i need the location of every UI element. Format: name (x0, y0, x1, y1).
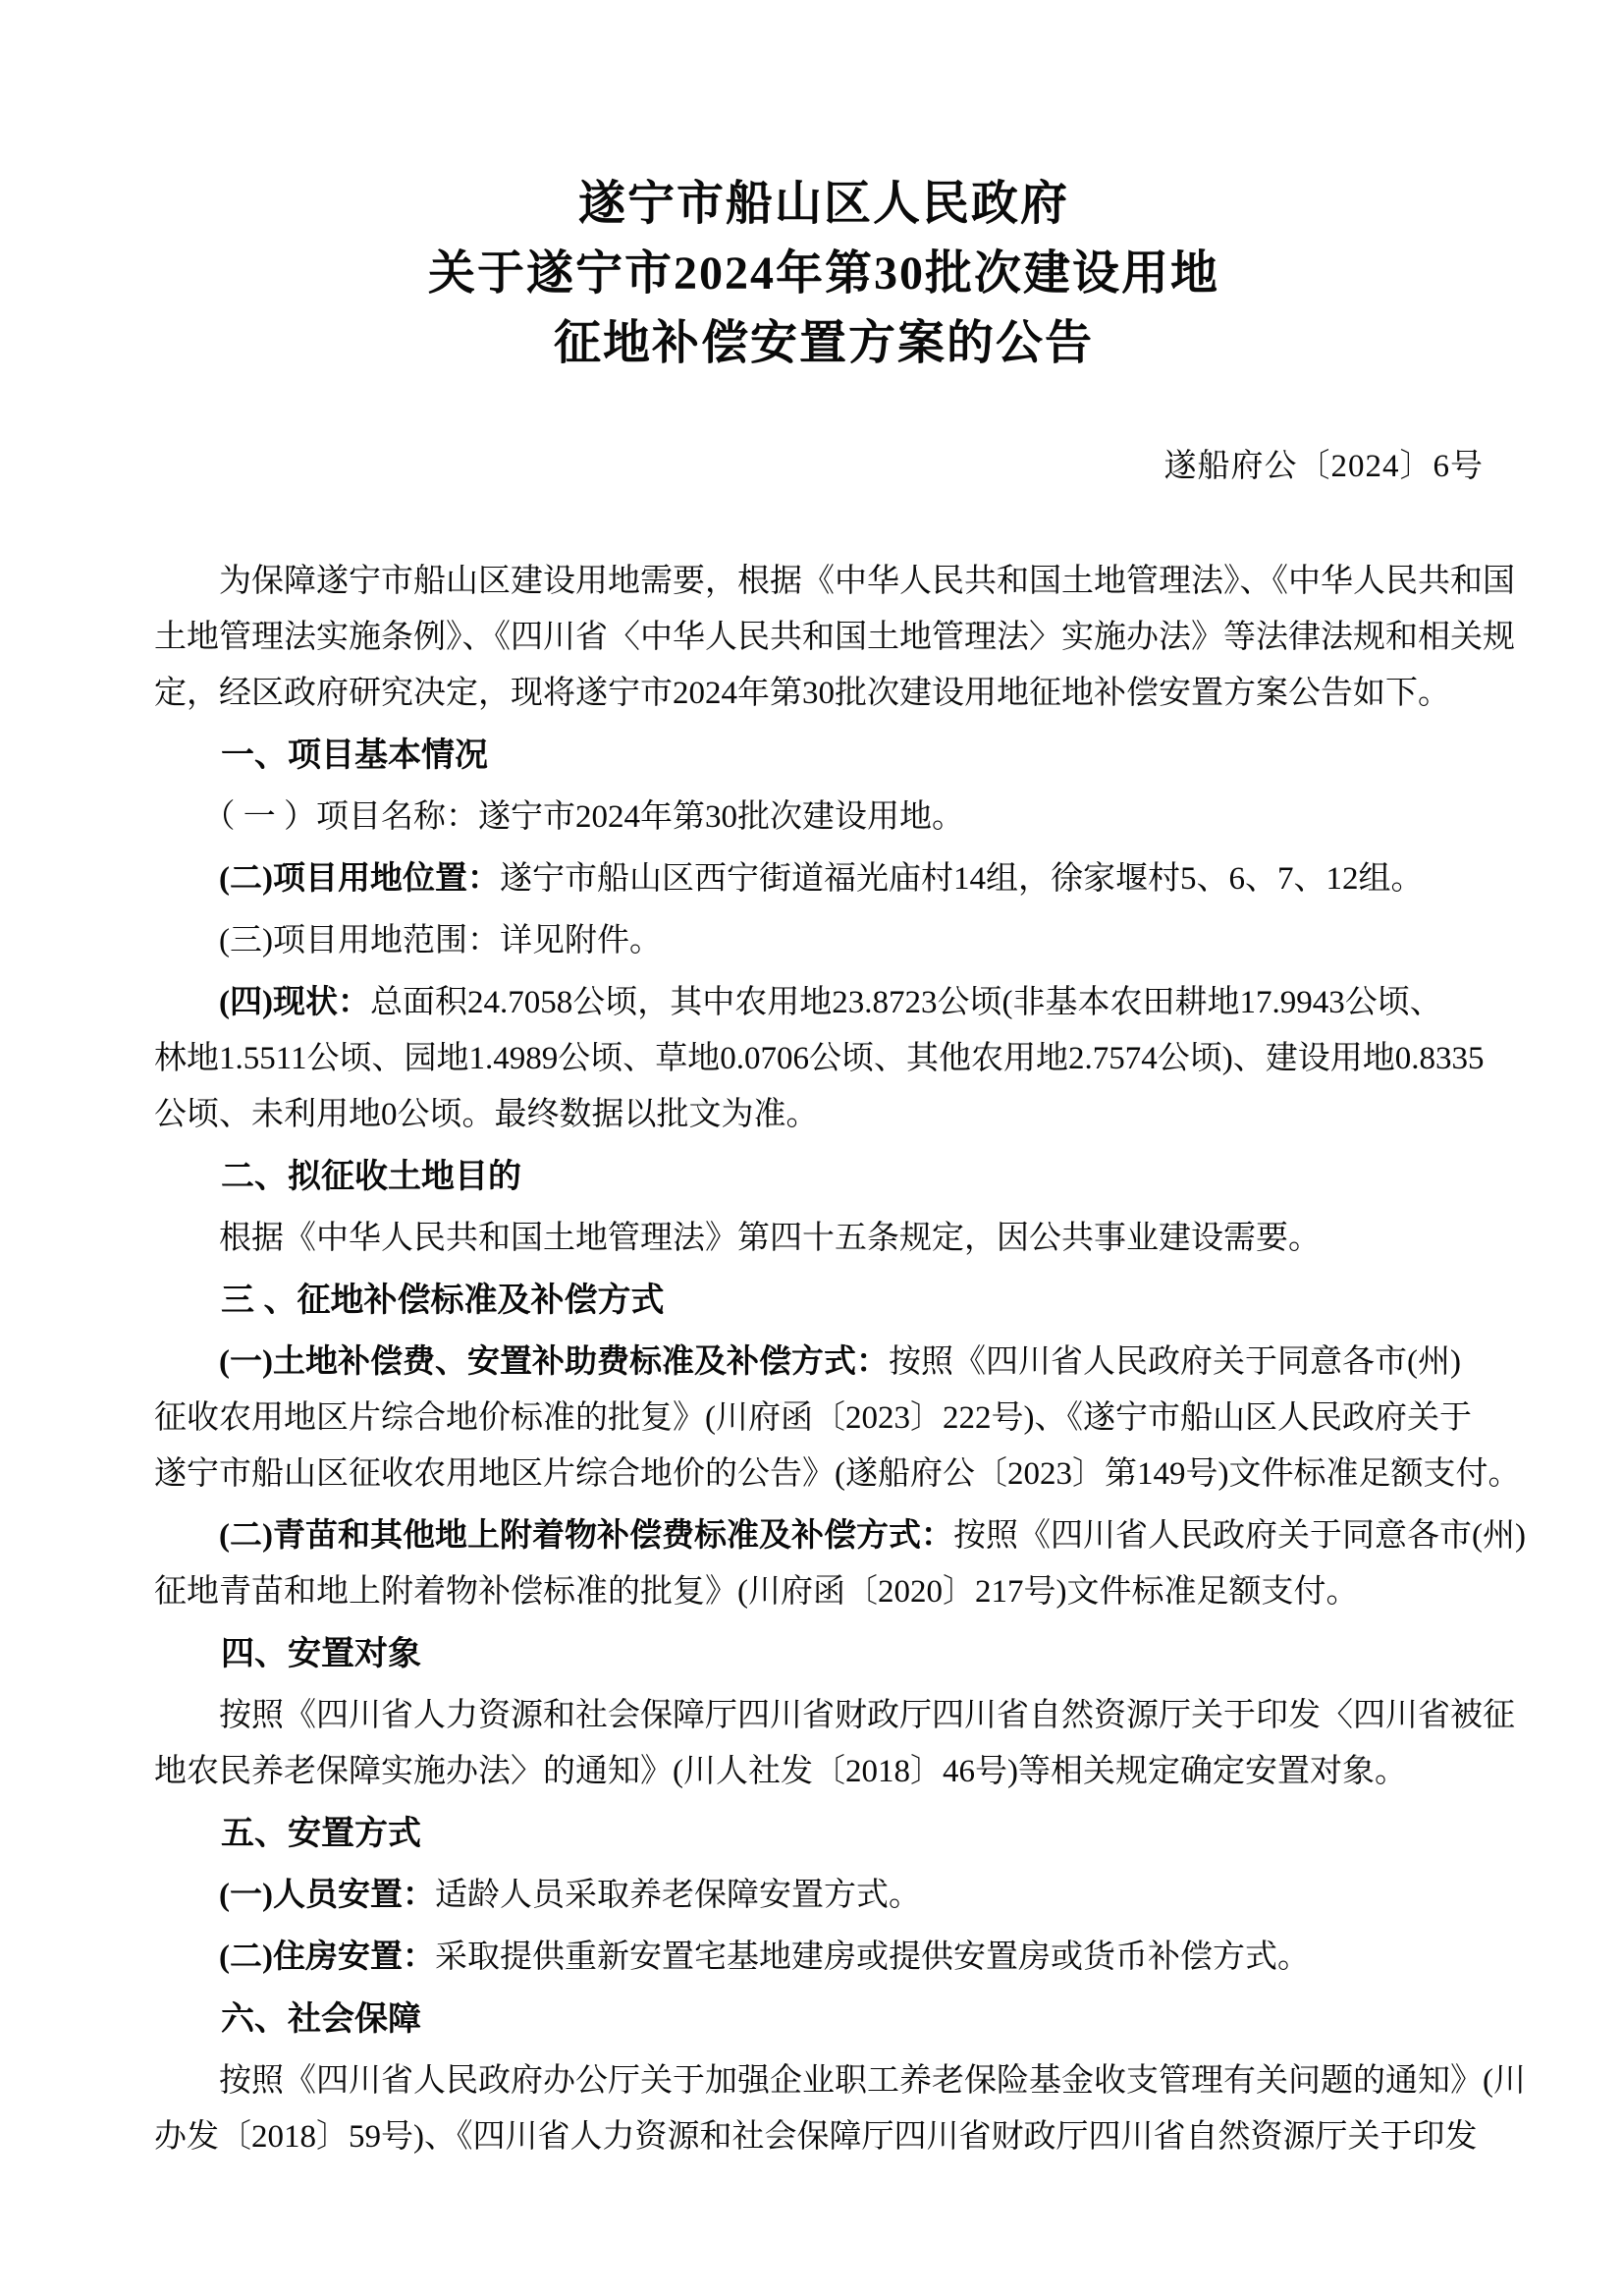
text-segment: 根据《中华人民共和国土地管理法》第四十五条规定，因公共事业建设需要。 (154, 1221, 1321, 1256)
text-segment: 征收农用地区片综合地价标准的批复》(川府函〔2023〕222号)、《遂宁市船山区人民政府关于 (154, 1400, 1472, 1436)
text-segment: 土地管理法实施条例》、《四川省〈中华人民共和国土地管理法〉实施办法》等法律法规和相关规 (154, 620, 1515, 655)
text-line (154, 610, 1515, 666)
text-line (154, 2109, 1493, 2165)
text-line (154, 1149, 1493, 1205)
text-segment: 按照《四川省人民政府关于同意各市(州) (888, 1344, 1461, 1380)
text-segment: (二)青苗和其他地上附着物补偿费标准及补偿方式： (219, 1518, 953, 1554)
section-heading (154, 728, 1493, 784)
text-segment (154, 1940, 219, 1975)
document-title-line: 关于遂宁市2024年第30批次建设用地 (427, 247, 1219, 300)
text-segment (154, 985, 219, 1020)
text-segment (154, 861, 219, 897)
text-line (154, 1447, 1521, 1503)
section-heading (154, 1806, 1493, 1862)
text-segment: 按照《四川省人力资源和社会保障厅四川省财政厅四川省自然资源厅关于印发〈四川省被征 (154, 1698, 1515, 1733)
text-line (154, 1930, 1493, 1986)
section-heading (154, 1149, 1493, 1205)
document-body (154, 554, 1526, 2165)
paragraph (154, 2053, 1526, 2165)
text-segment: 遂宁市船山区西宁街道福光庙村14组，徐家堰村5、6、7、12组。 (499, 861, 1424, 897)
text-line (154, 913, 1493, 969)
text-segment: 定，经区政府研究决定，现将遂宁市2024年第30批次建设用地征地补偿安置方案公告如下。 (154, 676, 1450, 711)
text-line (154, 1087, 1493, 1143)
section-heading (154, 1273, 1493, 1329)
paragraph (154, 1930, 1493, 1986)
text-segment: (一)人员安置： (219, 1878, 435, 1913)
paragraph (154, 913, 1493, 969)
paragraph (154, 1211, 1493, 1267)
text-segment: (一)土地补偿费、安置补助费标准及补偿方式： (219, 1344, 889, 1380)
text-line (154, 1564, 1493, 1620)
text-line (154, 1211, 1493, 1267)
text-segment: 按照《四川省人民政府关于同意各市(州) (952, 1518, 1526, 1554)
text-segment: 六、社会保障 (154, 2000, 421, 2038)
text-line (154, 728, 1493, 784)
paragraph (154, 1868, 1493, 1924)
text-line (154, 1031, 1493, 1087)
text-segment: 五、安置方式 (154, 1815, 421, 1852)
text-segment: 二、拟征收土地目的 (154, 1158, 521, 1195)
document-title (154, 169, 1493, 378)
section-heading (154, 1626, 1493, 1682)
paragraph (154, 554, 1515, 722)
paragraph (154, 1688, 1515, 1800)
text-segment (154, 1518, 219, 1554)
text-segment: 采取提供重新安置宅基地建房或提供安置房或货币补偿方式。 (434, 1940, 1310, 1975)
text-segment: 四、安置对象 (154, 1635, 421, 1672)
text-segment: 适龄人员采取养老保障安置方式。 (434, 1878, 921, 1913)
text-line (154, 1868, 1493, 1924)
text-line (154, 1992, 1493, 2048)
text-segment: (三)项目用地范围：详见附件。 (154, 923, 662, 958)
text-line (154, 1273, 1493, 1329)
text-line (154, 1744, 1493, 1800)
text-segment: 遂宁市船山区征收农用地区片综合地价的公告》(遂船府公〔2023〕第149号)文件标准足额支付。 (154, 1456, 1521, 1492)
doc-number: 遂船府公〔2024〕6号 (1163, 449, 1484, 484)
text-line (154, 1688, 1515, 1744)
paragraph (154, 790, 1493, 846)
text-line (154, 1626, 1493, 1682)
text-segment (154, 1344, 219, 1380)
text-line (154, 790, 1493, 846)
text-line (154, 975, 1493, 1031)
text-line (154, 1391, 1493, 1447)
text-segment: 公顷、未利用地0公顷。最终数据以批文为准。 (154, 1097, 819, 1132)
text-line (154, 1508, 1526, 1564)
text-line (154, 851, 1493, 907)
paragraph (154, 851, 1493, 907)
text-segment: 林地1.5511公顷、园地1.4989公顷、草地0.0706公顷、其他农用地2.7574公顷)、建设用地0.8335 (154, 1041, 1485, 1076)
text-line (154, 666, 1493, 722)
text-segment: 总面积24.7058公顷，其中农用地23.8723公顷(非基本农田耕地17.9943公顷、 (369, 985, 1442, 1020)
text-segment: 办发〔2018〕59号)、《四川省人力资源和社会保障厅四川省财政厅四川省自然资源厅关于印发 (154, 2119, 1478, 2155)
text-segment: (二)项目用地位置： (219, 861, 500, 897)
paragraph (154, 1508, 1526, 1620)
text-segment: 三 、征地补偿标准及补偿方式 (154, 1282, 665, 1319)
text-segment: 为保障遂宁市船山区建设用地需要，根据《中华人民共和国土地管理法》、《中华人民共和国 (154, 564, 1515, 599)
text-segment: 征地青苗和地上附着物补偿标准的批复》(川府函〔2020〕217号)文件标准足额支付。 (154, 1574, 1359, 1610)
text-segment: 地农民养老保障实施办法〉的通知》(川人社发〔2018〕46号)等相关规定确定安置对象。 (154, 1754, 1407, 1789)
text-segment: (二)住房安置： (219, 1940, 435, 1975)
text-line (154, 1335, 1493, 1391)
section-heading (154, 1992, 1493, 2048)
text-line (154, 2053, 1526, 2109)
text-segment: 一、项目基本情况 (154, 737, 488, 774)
text-segment: (四)现状： (219, 985, 370, 1020)
text-segment (154, 1878, 219, 1913)
text-segment: （ 一 ）项目名称：遂宁市2024年第30批次建设用地。 (154, 799, 964, 835)
paragraph (154, 975, 1493, 1143)
document-title-line: 遂宁市船山区人民政府 (577, 178, 1069, 230)
text-line (154, 1806, 1493, 1862)
text-line (154, 554, 1515, 610)
paragraph (154, 1335, 1521, 1503)
text-segment: 按照《四川省人民政府办公厅关于加强企业职工养老保险基金收支管理有关问题的通知》(川 (154, 2063, 1526, 2099)
document-title-line: 征地补偿安置方案的公告 (553, 317, 1094, 369)
